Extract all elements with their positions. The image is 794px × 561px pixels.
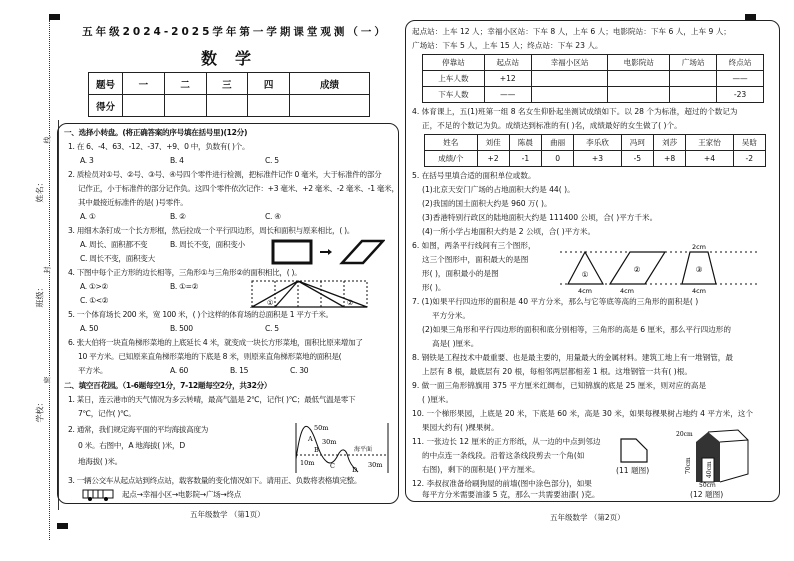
bus-icon bbox=[82, 489, 114, 501]
dimension-label: 70cm bbox=[685, 457, 692, 474]
cut-mark: 线 bbox=[43, 136, 52, 144]
question-7-line: 高是( )厘米。 bbox=[432, 339, 479, 348]
header-cell: 三 bbox=[206, 73, 248, 95]
question-5: 5. 在括号里填合适的面积单位或数。 bbox=[412, 171, 536, 180]
header-cell: 题号 bbox=[89, 73, 123, 95]
point-label: A bbox=[308, 435, 313, 443]
question-9-line: ( )厘米。 bbox=[422, 395, 454, 404]
figure-caption: (12 题图) bbox=[690, 490, 724, 499]
table-cell: —— bbox=[484, 87, 531, 103]
name-cell: 李乐欣 bbox=[574, 135, 621, 151]
question-6-line: 这三个图形中，面积最大的是图 bbox=[422, 255, 529, 264]
option[interactable]: B. 500 bbox=[170, 324, 193, 333]
header-cell: 幸福小区站 bbox=[531, 55, 608, 71]
question-8: 8. 钢铁是工程技术中最重要、也是最主要的，用量最大的金属材料。建筑工地上有一堆钢管，最 bbox=[412, 353, 733, 362]
triangle-label: ① bbox=[267, 299, 274, 307]
header-cell: 停靠站 bbox=[423, 55, 485, 71]
cut-mark: 密 bbox=[43, 376, 52, 384]
option[interactable]: C. 30 bbox=[290, 366, 309, 375]
score-cell[interactable] bbox=[206, 95, 248, 117]
row-label: 成绩/个 bbox=[425, 151, 478, 167]
cut-square-figure bbox=[618, 436, 650, 464]
question-8-line: 上层有 8 根，最底层有 20 根，每相邻两层都相差 1 根。这堆钢管一共有( )根。 bbox=[422, 367, 692, 376]
height-label: 10m bbox=[300, 459, 315, 467]
rectangle-to-parallelogram-figure bbox=[270, 237, 385, 267]
header-cell: 二 bbox=[164, 73, 206, 95]
score-cell: +3 bbox=[574, 151, 621, 167]
answer-cell[interactable] bbox=[670, 71, 717, 87]
score-cell: -2 bbox=[733, 151, 765, 167]
table-cell: +12 bbox=[484, 71, 531, 87]
point-label: B bbox=[314, 446, 319, 454]
altitude-diagram bbox=[292, 421, 392, 473]
option[interactable]: B. ② bbox=[170, 212, 186, 221]
question-5: 5. 一个体育场长 200 米，宽 100 米，( )个这样的体育场的总面积是 1 平方千米。 bbox=[68, 310, 333, 319]
page-footer: 五年级数学 （第1页） bbox=[190, 510, 265, 519]
registration-mark bbox=[57, 523, 68, 529]
score-table bbox=[88, 72, 370, 117]
fill-question-3: 3. 一辆公交车从起点站到终点站，载客数量的变化情况如下。请用正、负数将表格填完整。 bbox=[68, 476, 362, 485]
score-cell: -5 bbox=[621, 151, 653, 167]
header-cell: 电影院站 bbox=[608, 55, 670, 71]
height-label: 30m bbox=[322, 438, 337, 446]
question-5-part: (2)我国的国土面积大约是 960 万( )。 bbox=[422, 199, 552, 208]
option[interactable]: C. ④ bbox=[265, 212, 281, 221]
question-9: 9. 做一面三角形锦旗用 375 平方厘米红绸布，已知锦旗的底是 25 厘米，则对应的高是 bbox=[412, 381, 707, 390]
registration-mark bbox=[49, 14, 60, 20]
fill-question-1: 1. 某日，连云港市的天气情况为多云转晴，最高气温是 2℃，记作( )℃；最低气温是零下 bbox=[68, 395, 356, 404]
option[interactable]: A. 60 bbox=[170, 366, 189, 375]
subject-title: 数学 bbox=[200, 49, 269, 68]
bus-table bbox=[422, 54, 764, 103]
score-cell: +8 bbox=[653, 151, 685, 167]
names-row bbox=[425, 135, 766, 151]
header-cell: 终点站 bbox=[717, 55, 764, 71]
question-7: 7. (1)如果平行四边形的面积是 40 平方分米，那么与它等底等高的三角形的面积是( ) bbox=[412, 297, 699, 306]
header-cell: 成绩 bbox=[290, 73, 370, 95]
row-label: 上车人数 bbox=[423, 71, 485, 87]
row-label: 下车人数 bbox=[423, 87, 485, 103]
height-label: 50m bbox=[314, 424, 329, 432]
question-4: 4. 下图中每个正方形的边长相等，三角形①与三角形②的面积相比，( )。 bbox=[68, 268, 302, 277]
scores-row bbox=[425, 151, 766, 167]
name-field-label: 姓名： bbox=[35, 178, 45, 203]
option[interactable]: C. 5 bbox=[265, 324, 279, 333]
dimension-label: 4cm bbox=[691, 287, 707, 294]
name-cell: 冯珂 bbox=[621, 135, 653, 151]
score-cell: +4 bbox=[686, 151, 733, 167]
question-6-line: 形( )。 bbox=[422, 283, 446, 292]
score-cell[interactable] bbox=[290, 95, 370, 117]
bus-info: 广场站：下车 5 人，上车 15 人；终点站：下车 23 人。 bbox=[412, 41, 603, 50]
score-cell: 0 bbox=[542, 151, 574, 167]
question-7-line: 平方分米。 bbox=[432, 311, 470, 320]
question-2-line: 记作正，小于标准件的部分记作负。这四个零件依次记作：+3 毫米、+2 毫米、-2 毫米、-1 毫米， bbox=[78, 184, 399, 193]
option[interactable]: C. 5 bbox=[265, 156, 279, 165]
option[interactable]: A. 50 bbox=[80, 324, 99, 333]
bus-route: 起点→幸福小区→电影院→广场→终点 bbox=[122, 490, 242, 499]
option[interactable]: B. 4 bbox=[170, 156, 184, 165]
dimension-label: 50cm bbox=[699, 482, 716, 489]
dimension-label: 40cm bbox=[706, 461, 713, 478]
fill-question-2-line: 地海拔( )米。 bbox=[78, 457, 122, 466]
option[interactable]: B. 15 bbox=[230, 366, 249, 375]
question-10: 10. 一个梯形果园，上底是 20 米，下底是 60 米，高是 30 米，如果每棵果树占地约 4 平方米，这个 bbox=[412, 409, 753, 418]
question-4: 4. 体育课上，五(1)班第一组 8 名女生仰卧起坐测试成绩如下。以 28 个为标准，超过的个数记为 bbox=[412, 107, 738, 116]
exam-title: 五年级2024-2025学年第一学期课堂观测（一） bbox=[82, 26, 388, 38]
option[interactable]: B. 周长不变，面积变小 bbox=[170, 240, 245, 249]
figure-caption: (11 题图) bbox=[616, 466, 650, 475]
table-cell: —— bbox=[717, 71, 764, 87]
fill-question-2-line: 0 米。右图中，A 地海拔( )米，D bbox=[78, 441, 185, 450]
shape-label: ② bbox=[633, 265, 641, 274]
option[interactable]: C. 周长不变，面积变大 bbox=[80, 254, 155, 263]
doghouse-figure bbox=[676, 428, 751, 484]
shape-label: ① bbox=[581, 270, 589, 279]
header-cell: 一 bbox=[123, 73, 165, 95]
question-5-part: (1)北京天安门广场的占地面积大约是 44( )。 bbox=[422, 185, 575, 194]
question-11: 11. 一张边长 12 厘米的正方形纸，从一边的中点到邻边 bbox=[412, 437, 601, 446]
score-cell[interactable] bbox=[248, 95, 290, 117]
height-label: 30m bbox=[368, 461, 383, 469]
header-cell: 姓名 bbox=[425, 135, 478, 151]
name-cell: 刘佳 bbox=[477, 135, 509, 151]
cut-mark: 封 bbox=[43, 266, 52, 274]
name-cell: 陈晨 bbox=[509, 135, 541, 151]
answer-cell[interactable] bbox=[670, 87, 717, 103]
dimension-label: 20cm bbox=[676, 431, 693, 438]
score-cell[interactable] bbox=[164, 95, 206, 117]
option[interactable]: B. ①=② bbox=[170, 282, 199, 291]
page-footer: 五年级数学 （第2页） bbox=[550, 513, 625, 522]
dimension-label: 4cm bbox=[619, 287, 635, 294]
triangle-label: ② bbox=[347, 299, 354, 307]
school-field-label: 学校： bbox=[35, 398, 45, 423]
name-cell: 吴晗 bbox=[733, 135, 765, 151]
bus-info: 起点站：上车 12 人；幸福小区站：下车 8 人，上车 6 人；电影院站：下车 6 人，上车 9 人； bbox=[412, 27, 731, 36]
fill-question-1-line: 7℃，记作( )℃。 bbox=[78, 409, 136, 418]
score-cell[interactable] bbox=[123, 95, 165, 117]
question-5-part: (4)一所小学占地面积大约是 2 公顷，合( )平方米。 bbox=[422, 227, 596, 236]
section-heading: 一、选择小转盘。(将正确答案的序号填在括号里)(12分) bbox=[64, 128, 248, 137]
answer-cell[interactable] bbox=[608, 87, 670, 103]
three-shapes-figure bbox=[560, 242, 760, 294]
header-cell: 起点站 bbox=[484, 55, 531, 71]
question-6: 6. 如图，两条平行线间有三个图形， bbox=[412, 241, 536, 250]
question-2: 2. 质检员对①号、②号、③号、④号四个零件进行检测，把标准件记作 0 毫米，大于标准件的部分 bbox=[68, 170, 382, 179]
question-5-part: (3)香港特别行政区的陆地面积大约是 111400 公顷，合( )平方千米。 bbox=[422, 213, 658, 222]
option[interactable]: A. ①>② bbox=[80, 282, 109, 291]
header-cell: 广场站 bbox=[670, 55, 717, 71]
score-label: 得分 bbox=[89, 95, 123, 117]
question-10-line: 果园大约有( )棵果树。 bbox=[422, 423, 499, 432]
question-12: 12. 李叔叔准备给刷狗屋的前墙(图中涂色部分)，如果 bbox=[412, 479, 592, 488]
dimension-label: 4cm bbox=[577, 287, 593, 294]
sea-level-label: 海平面 bbox=[354, 446, 373, 453]
point-label: C bbox=[330, 462, 335, 470]
question-1: 1. 在 6、-4、63、-12、-37、+9、0 中，负数有( )个。 bbox=[68, 142, 250, 151]
name-cell: 曲丽 bbox=[542, 135, 574, 151]
question-2-line: 其中最接近标准件的是( )号零件。 bbox=[78, 198, 188, 207]
question-11-line: 的中点连一条线段。沿着这条线段剪去一个角(如 bbox=[422, 451, 585, 460]
question-6-line: 10 平方米。已知原来直角梯形菜地的下底是 8 米，则原来直角梯形菜地的面积是( bbox=[78, 352, 342, 361]
option[interactable]: A. ① bbox=[80, 212, 96, 221]
name-cell: 王家怡 bbox=[686, 135, 733, 151]
shape-label: ③ bbox=[695, 265, 703, 274]
question-6-line: 平方米。 bbox=[78, 366, 108, 375]
header-cell: 四 bbox=[248, 73, 290, 95]
option[interactable]: C. ①<② bbox=[80, 296, 109, 305]
question-7-part: (2)如果三角形和平行四边形的面积和底分别相等，三角形的高是 6 厘米，那么平行四边形的 bbox=[422, 325, 731, 334]
point-label: D bbox=[352, 466, 358, 473]
option[interactable]: A. 周长、面积都不变 bbox=[80, 240, 148, 249]
table-cell: -23 bbox=[717, 87, 764, 103]
option[interactable]: A. 3 bbox=[80, 156, 94, 165]
fill-question-2: 2. 通常，我们规定海平面的平均海拔高度为 bbox=[68, 425, 209, 434]
score-cell: +2 bbox=[477, 151, 509, 167]
question-3: 3. 用细木条钉成一个长方形框，然后拉成一个平行四边形，周长和面积与原来相比，( )。 bbox=[68, 226, 355, 235]
question-11-line: 右图)，剩下的面积是( )平方厘米。 bbox=[422, 465, 540, 474]
question-6: 6. 张大伯将一块直角梯形菜地的上底延长 4 米，就变成一块长方形菜地，面积比原来增加了 bbox=[68, 338, 363, 347]
question-4-line: 正，不足的个数记为负。成绩达到标准的有( )名，成绩最好的女生做了( )个。 bbox=[422, 121, 682, 130]
question-12-line: 每平方分米需要油漆 5 克，那么一共需要油漆( )克。 bbox=[422, 490, 600, 499]
answer-cell[interactable] bbox=[531, 87, 608, 103]
dimension-label: 2cm bbox=[691, 243, 707, 251]
class-field-label: 班级： bbox=[35, 283, 45, 308]
section-heading: 二、填空百花园。（1-6题每空1分，7-12题每空2分，共32分） bbox=[64, 381, 272, 390]
question-6-line: 形( )，面积最小的是图 bbox=[422, 269, 499, 278]
situp-table bbox=[424, 134, 766, 167]
answer-cell[interactable] bbox=[608, 71, 670, 87]
score-cell: -1 bbox=[509, 151, 541, 167]
binding-dotted-line bbox=[49, 20, 50, 540]
squares-triangles-figure bbox=[250, 279, 370, 309]
name-cell: 刘莎 bbox=[653, 135, 685, 151]
answer-cell[interactable] bbox=[531, 71, 608, 87]
